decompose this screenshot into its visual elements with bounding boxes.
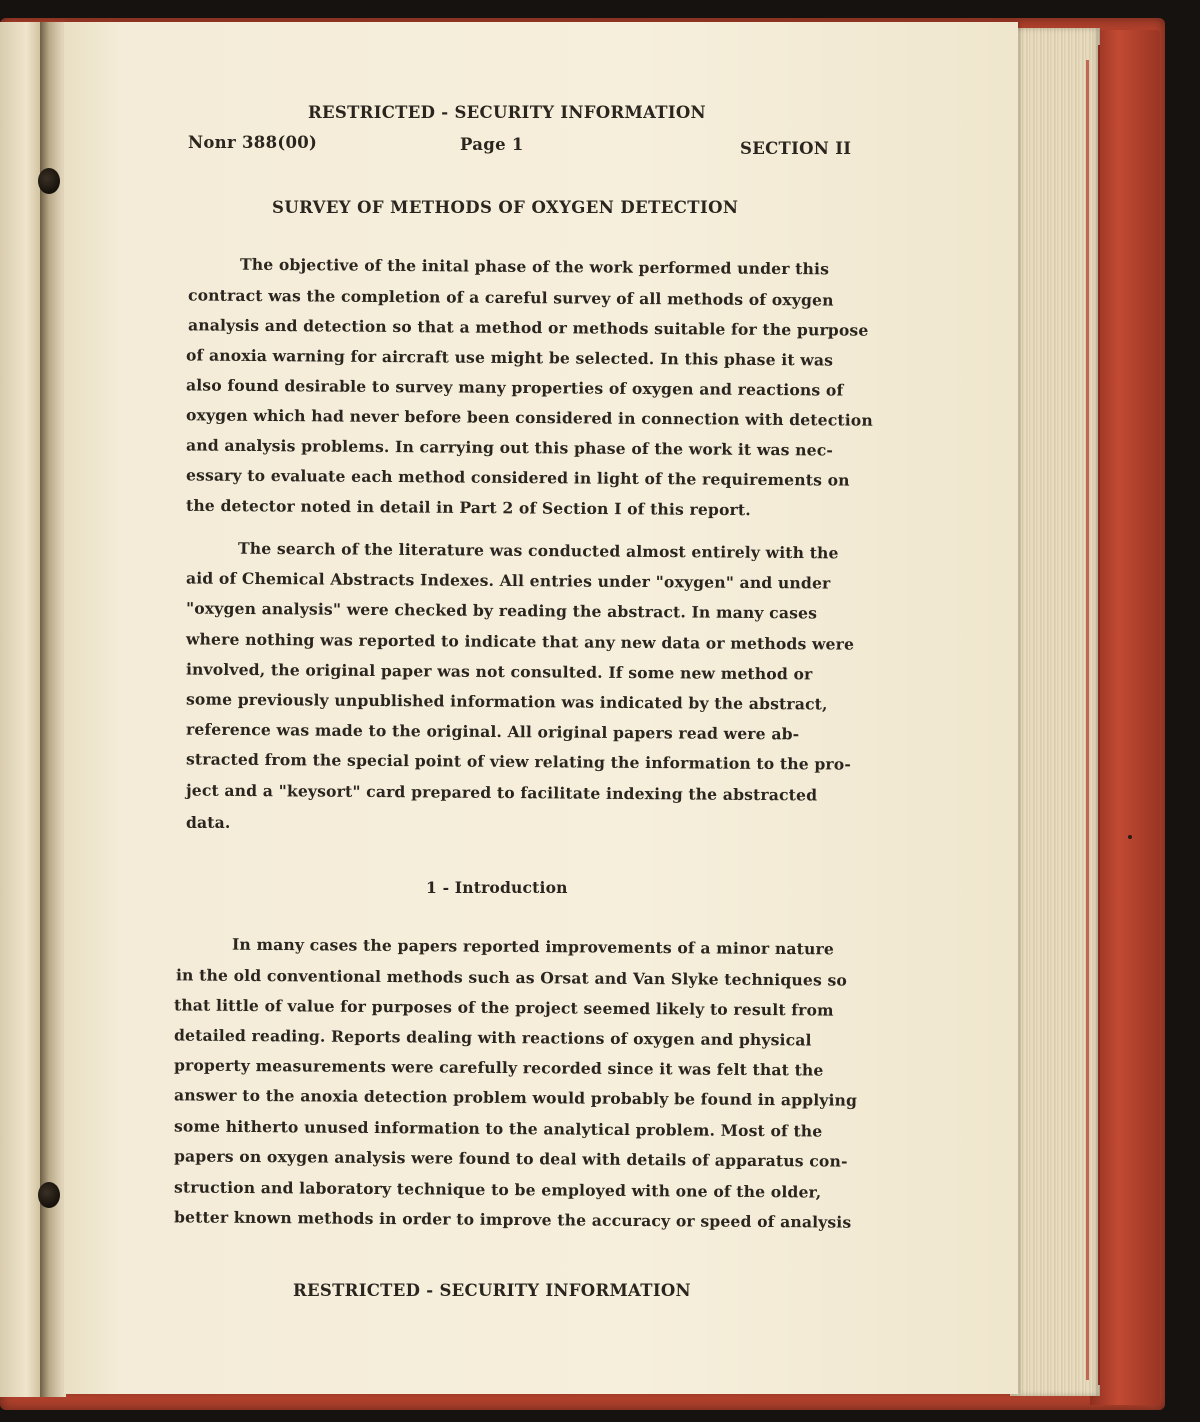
text-line: also found desirable to survey many properties of oxygen and reactions of [185,375,844,400]
text-line: better known methods in order to improve the accuracy or speed of analysis [173,1207,852,1232]
page-edge-stripe [1086,60,1089,1380]
text-line: in the old conventional methods such as Orsat and Van Slyke techniques so [175,965,848,990]
text-line: and analysis problems. In carrying out this phase of the work it was nec- [185,435,834,460]
text-line: reference was made to the original. All original papers read were ab- [185,719,800,744]
header-page-number: Page 1 [460,135,524,154]
book-cover-edge [1090,30,1160,1405]
text-line: essary to evaluate each method considered in light of the requirements on [185,465,850,490]
header-classification: RESTRICTED - SECURITY INFORMATION [308,103,706,122]
binder-hole [38,1182,60,1208]
text-line: ject and a "keysort" card prepared to facilitate indexing the abstracted [185,780,818,805]
text-line: stracted from the special point of view relating the information to the pro- [185,749,852,774]
text-line: of anoxia warning for aircraft use might be selected. In this phase it was [185,345,834,370]
text-line: some previously unpublished information was indicated by the abstract, [185,689,828,714]
text-line: the detector noted in detail in Part 2 of Section I of this report. [185,495,751,520]
text-line: where nothing was reported to indicate that any new data or methods were [185,629,855,654]
footer-classification: RESTRICTED - SECURITY INFORMATION [293,1281,691,1300]
header-section: SECTION II [740,139,852,158]
text-line: analysis and detection so that a method or methods suitable for the purpose [187,315,869,340]
header-contract-number: Nonr 388(00) [188,133,318,152]
text-line: property measurements were carefully recorded since it was felt that the [173,1055,824,1080]
text-line: some hitherto unused information to the analytical problem. Most of the [173,1116,823,1141]
text-line: papers on oxygen analysis were found to deal with details of apparatus con- [173,1146,848,1171]
text-line: involved, the original paper was not consulted. If some new method or [185,659,813,684]
page-edge-stripe [1098,45,1100,1385]
text-line: In many cases the papers reported improvements of a minor nature [231,934,835,959]
binder-hole [38,168,60,194]
text-line: The objective of the inital phase of the work performed under this [239,254,830,279]
text-line: contract was the completion of a careful survey of all methods of oxygen [187,285,834,310]
text-line: answer to the anoxia detection problem would probably be found in applying [173,1085,858,1110]
text-line: that little of value for purposes of the project seemed likely to result from [173,995,834,1020]
page-title: SURVEY OF METHODS OF OXYGEN DETECTION [272,198,739,217]
text-line: data. [186,813,231,832]
text-line: "oxygen analysis" were checked by reading the abstract. In many cases [185,598,818,623]
text-line: detailed reading. Reports dealing with reactions of oxygen and physical [173,1025,812,1050]
section-subheading: 1 - Introduction [426,878,568,897]
text-line: The search of the literature was conducted almost entirely with the [237,538,839,563]
text-line: oxygen which had never before been considered in connection with detection [185,405,873,430]
edge-mark [1128,835,1132,839]
text-line: aid of Chemical Abstracts Indexes. All entries under "oxygen" and under [185,568,831,593]
text-line: struction and laboratory technique to be employed with one of the older, [173,1177,822,1202]
